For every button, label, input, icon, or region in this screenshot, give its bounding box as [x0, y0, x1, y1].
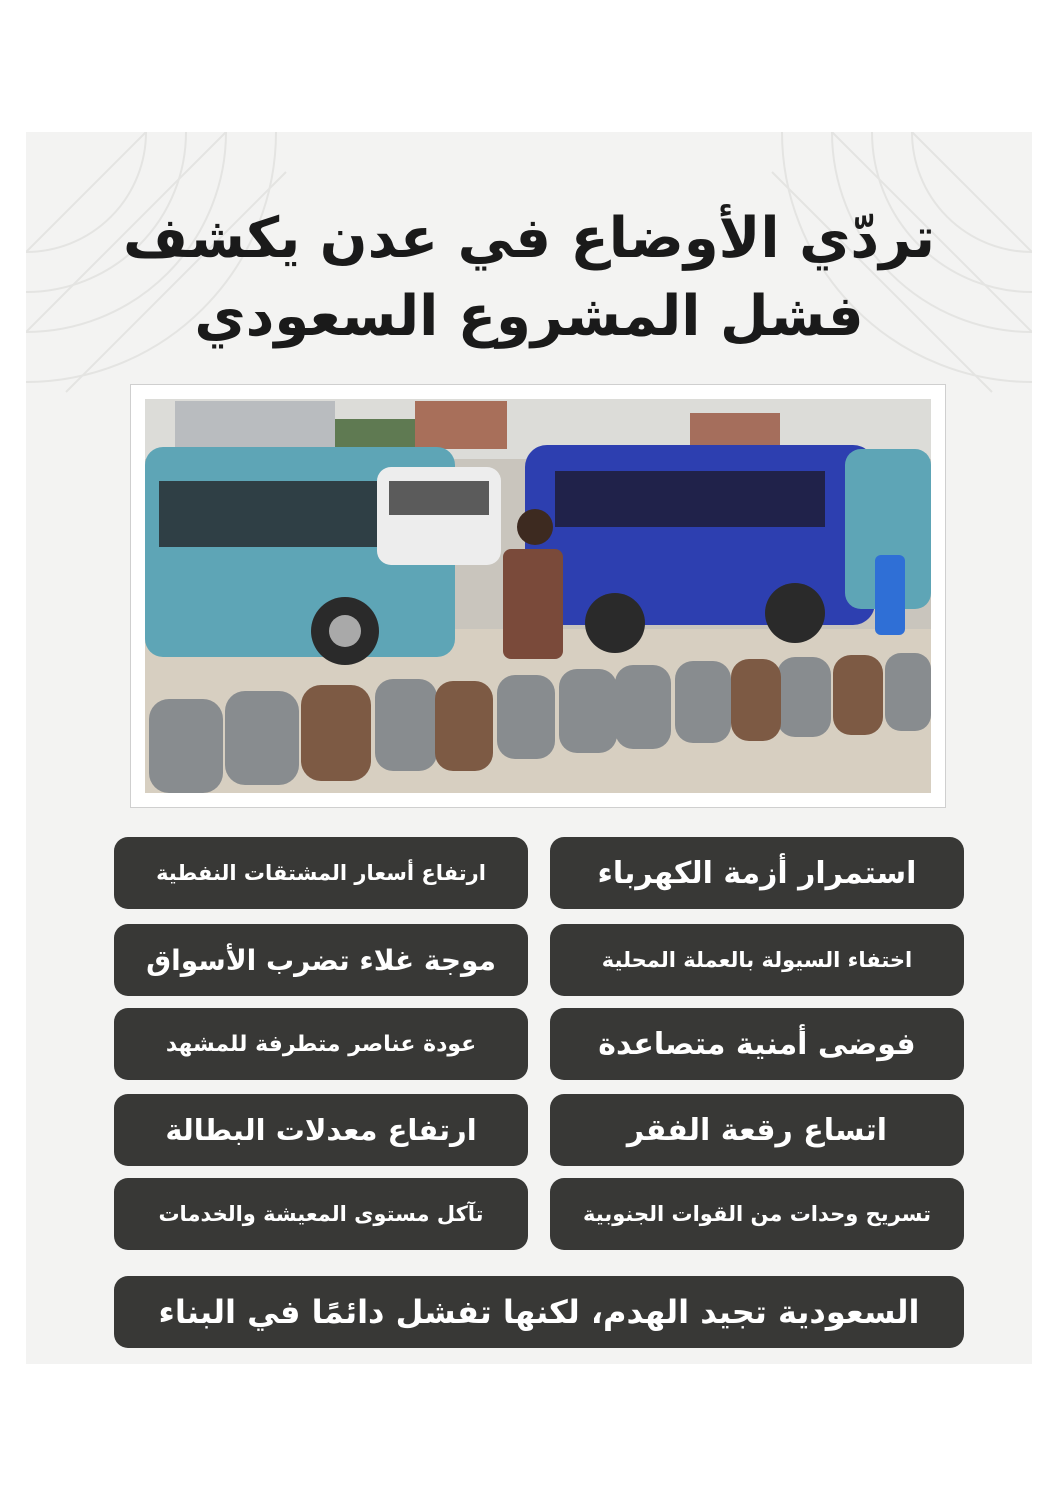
photo-gas-cylinders-queue — [145, 399, 931, 793]
item-unemployment: ارتفاع معدلات البطالة — [114, 1094, 528, 1166]
item-electricity-crisis: استمرار أزمة الكهرباء — [550, 837, 964, 909]
item-liquidity: اختفاء السيولة بالعملة المحلية — [550, 924, 964, 996]
footer-slogan: السعودية تجيد الهدم، لكنها تفشل دائمًا في البناء — [114, 1276, 964, 1348]
photo-frame — [130, 384, 946, 808]
item-inflation-wave: موجة غلاء تضرب الأسواق — [114, 924, 528, 996]
item-oil-prices: ارتفاع أسعار المشتقات النفطية — [114, 837, 528, 909]
title-line-2: فشل المشروع السعودي — [194, 284, 864, 349]
item-extremists-return: عودة عناصر متطرفة للمشهد — [114, 1008, 528, 1080]
poster — [26, 132, 1032, 1364]
title-line-1: تردّي الأوضاع في عدن يكشف — [123, 206, 935, 271]
item-living-standards: تآكل مستوى المعيشة والخدمات — [114, 1178, 528, 1250]
item-poverty: اتساع رقعة الفقر — [550, 1094, 964, 1166]
page-title — [26, 200, 1032, 356]
item-security-chaos: فوضى أمنية متصاعدة — [550, 1008, 964, 1080]
item-southern-forces: تسريح وحدات من القوات الجنوبية — [550, 1178, 964, 1250]
